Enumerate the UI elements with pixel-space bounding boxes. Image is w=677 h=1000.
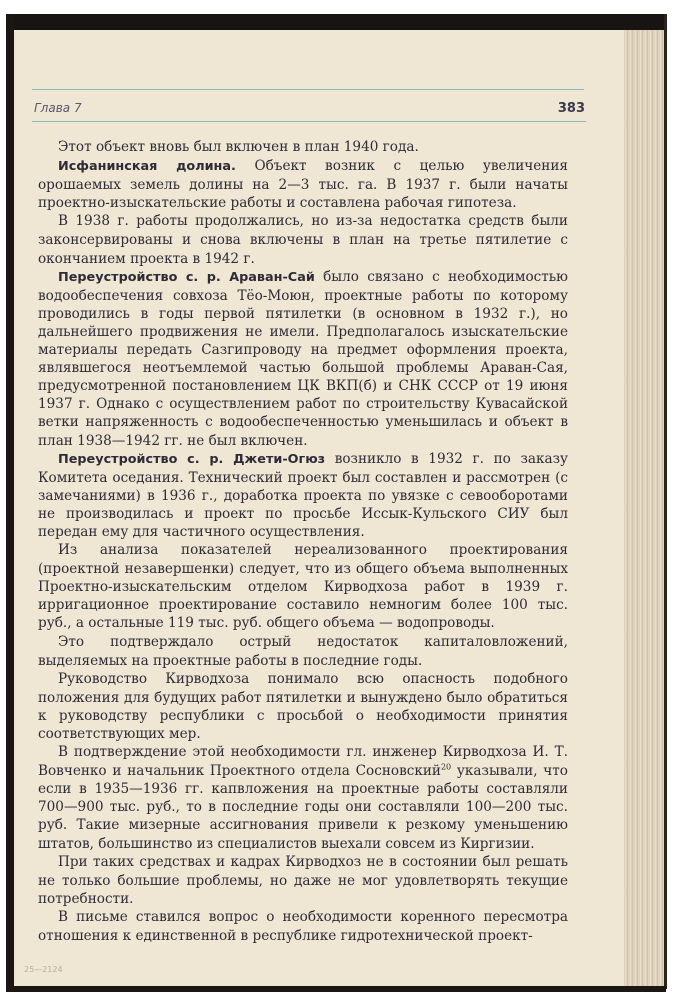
paragraph: При таких средствах и кадрах Кирводхоз не в состоянии был решать не только большие проблемы, но даже не мог удовлетворять текущие потребности. xyxy=(38,853,568,907)
paragraph: Переустройство с. р. Араван-Сай было связано с необходимостью водообеспечения совхоза Тёо-Моюн, проектные работы по которому проводились в годы первой пятилетки (в основном в 1932 г.), но дальнейшего продвижения не имели. Предполагалось изыскательские материалы передать Сазгипроводу на предмет оформления проекта, являвшегося неотъемлемой частью большой проблемы Араван-Сая, предусмотренной постановлением ЦК ВКП(б) и СНК СССР от 19 июня 1937 г. Однако с осуществлением работ по строительству Кувасайской ветки напряженность с водообеспеченностью уменьшилась и объект в план 1938—1942 гг. не был включен. xyxy=(38,268,568,449)
paragraph: Руководство Кирводхоза понимало всю опасность подобного положения для будущих работ пятилетки и вынуждено было обратиться к руководству республики с просьбой о необходимости принятия соответствующих мер. xyxy=(38,670,568,742)
footnote-ref: 20 xyxy=(440,762,452,772)
body-text xyxy=(38,138,568,945)
paragraph: В письме ставился вопрос о необходимости коренного пересмотра отношения к единственной в республике гидротехнической проект- xyxy=(38,908,568,945)
scan-border-bottom xyxy=(6,986,666,992)
scan-border-right xyxy=(664,14,667,989)
paragraph: Это подтверждало острый недостаток капиталовложений, выделяемых на проектные работы в последние годы. xyxy=(38,633,568,669)
running-head: Глава 7 xyxy=(34,101,82,115)
section-heading: Переустройство с. р. Араван-Сай xyxy=(58,269,315,285)
section-heading: Переустройство с. р. Джети-Огюз xyxy=(58,451,326,467)
printer-mark: 25—2124 xyxy=(24,965,63,974)
header-top-rule xyxy=(32,89,584,90)
paragraph: Исфанинская долина. Объект возник с целью увеличения орошаемых земель долины на 2—3 тыс. га. В 1937 г. были начаты проектно-изыскательские работы и составлена рабочая гипотеза. xyxy=(38,158,568,212)
page-edges xyxy=(624,30,666,990)
paragraph: Из анализа показателей нереализованного проектирования (проектной незавершенки) следует, что из общего объема выполненных Проектно-изыскательским отделом Кирводхоза работ в 1939 г. ирригационное проектирование составило немногим более 100 тыс. руб., а остальные 119 тыс. руб. общего объема — водопроводы. xyxy=(38,542,568,632)
paragraph: Переустройство с. р. Джети-Огюз возникло в 1932 г. по заказу Комитета оседания. Технический проект был составлен и рассмотрен (с замечаниями) в 1936 г., доработка проекта по увязке с севооборотами не производилась и проект по просьбе Иссык-Кульского СИУ был передан ему для частичного осуществления. xyxy=(38,450,568,540)
header-rule xyxy=(32,121,586,122)
paragraph: Этот объект вновь был включен в план 1940 года. xyxy=(58,139,419,155)
section-heading: Исфанинская долина. xyxy=(58,159,236,175)
paragraph: В 1938 г. работы продолжались, но из-за недостатка средств были законсервированы и снова включены в план на третье пятилетие с окончанием проекта в 1942 г. xyxy=(38,213,568,267)
page-number: 383 xyxy=(557,101,585,116)
paragraph: В подтверждение этой необходимости гл. инженер Кирводхоза И. Т. Вовченко и начальник Проектного отдела Сосновский$^{20}$ указывали, что если в 1935—1936 гг. капвложения на проектные работы составляли 700—900 тыс. руб., то в последние годы они составляли 100—200 тыс. руб. Такие мизерные ассигнования привели к резкому уменьшению штатов, большинство из специалистов выехали совсем из Киргизии. xyxy=(38,744,568,852)
